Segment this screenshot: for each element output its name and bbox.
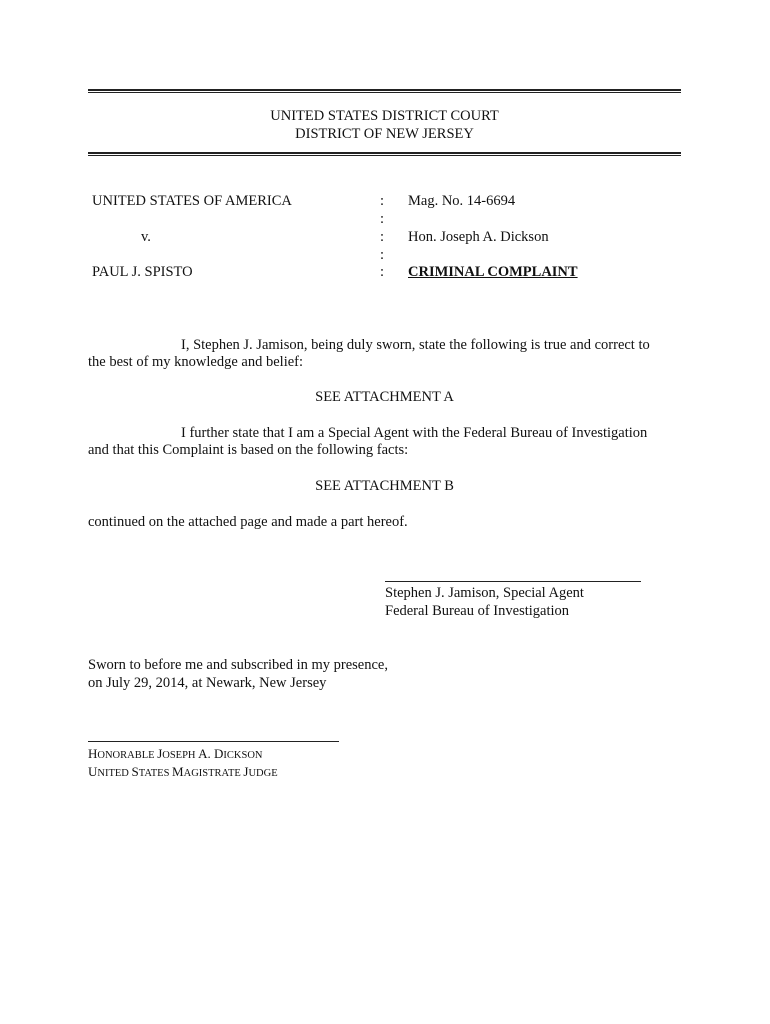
judge-name [88,746,263,763]
smallcaps-letter: U [88,764,98,779]
smallcaps-letters: AGISTRATE [183,768,244,779]
judge-title [88,764,278,781]
header-top-rule [88,89,681,93]
paragraph-1-line-2: the best of my knowledge and belief: [88,354,304,370]
attachment-a-reference: SEE ATTACHMENT A [315,389,454,405]
smallcaps-letter: S [131,764,139,779]
caption-colon: : [380,229,385,245]
caption-judge: Hon. Joseph A. Dickson [408,229,549,245]
smallcaps-letter: A. D [198,746,224,761]
smallcaps-letters: OSEPH [162,750,199,761]
smallcaps-letters: UDGE [248,768,278,779]
smallcaps-letters: ONORABLE [97,750,158,761]
smallcaps-letter: H [88,746,98,761]
agent-agency: Federal Bureau of Investigation [385,603,570,619]
attachment-b-reference: SEE ATTACHMENT B [315,478,454,494]
caption-defendant: PAUL J. SPISTO [92,264,193,280]
paragraph-1-line-1: I, Stephen J. Jamison, being duly sworn, state the following is true and correct to [181,337,650,353]
agent-name-title: Stephen J. Jamison, Special Agent [385,585,584,601]
smallcaps-letter: M [172,764,184,779]
caption-plaintiff: UNITED STATES OF AMERICA [92,193,292,209]
document-title: CRIMINAL COMPLAINT [408,264,578,280]
caption-versus: v. [141,229,151,245]
caption-colon: : [380,264,385,280]
smallcaps-letter: J [157,746,163,761]
court-district: DISTRICT OF NEW JERSEY [295,126,474,142]
smallcaps-letters: NITED [97,768,132,779]
caption-colon: : [380,247,385,263]
smallcaps-letters: ICKSON [223,750,263,761]
smallcaps-letter: J [243,764,249,779]
header-bottom-rule [88,152,681,156]
judge-signature-line [88,741,339,742]
paragraph-2-line-2: and that this Complaint is based on the following facts: [88,442,409,458]
paragraph-2-line-1: I further state that I am a Special Agent with the Federal Bureau of Investigation [181,425,648,441]
caption-colon: : [380,193,385,209]
court-name: UNITED STATES DISTRICT COURT [270,108,499,124]
caption-colon: : [380,211,385,227]
sworn-line-2: on July 29, 2014, at Newark, New Jersey [88,675,327,691]
continued-statement: continued on the attached page and made a part hereof. [88,514,408,530]
agent-signature-line [385,581,641,582]
caption-mag-number: Mag. No. 14-6694 [408,193,516,209]
sworn-line-1: Sworn to before me and subscribed in my presence, [88,657,388,673]
smallcaps-letters: TATES [138,768,173,779]
